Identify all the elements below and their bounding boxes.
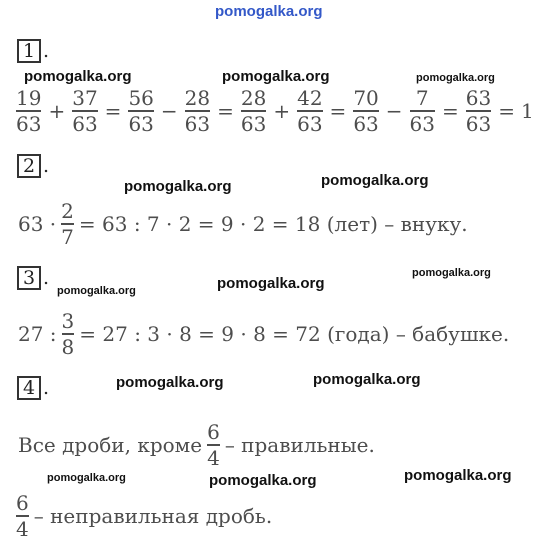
watermark: pomogalka.org [412,267,491,279]
result: 1 [520,99,534,123]
task-number-dot: . [43,40,50,62]
fraction: $\frac{19}{63}$ [16,86,42,136]
operator: = [498,99,515,123]
fraction: $\frac{28}{63}$ [240,86,267,136]
task-number-3: 3 [17,266,41,290]
watermark-top: pomogalka.org [215,3,323,20]
watermark: pomogalka.org [313,371,421,388]
fraction: $\frac{70}{63}$ [353,86,379,136]
watermark: pomogalka.org [124,178,232,195]
fraction: $\frac{2}{7}$ [61,199,74,249]
watermark: pomogalka.org [416,72,495,84]
fraction: $\frac{37}{63}$ [72,86,98,136]
watermark: pomogalka.org [217,275,325,292]
watermark: pomogalka.org [222,68,330,85]
fraction: $\frac{6}{4}$ [207,420,220,470]
expression-left: 27 : [18,322,57,346]
watermark: pomogalka.org [209,472,317,489]
operator: = [329,99,347,123]
operator: + [273,99,291,123]
fraction: $\frac{63}{63}$ [465,86,492,136]
watermark: pomogalka.org [24,68,132,85]
watermark: pomogalka.org [321,172,429,189]
watermark: pomogalka.org [57,285,136,297]
task-number-dot: . [43,155,50,177]
task3-equation [16,306,511,362]
operator: = [217,99,234,123]
statement-right: – правильные. [224,433,375,457]
task-number-4: 4 [17,376,41,400]
fraction: $\frac{42}{63}$ [297,86,323,136]
operator: − [385,99,403,123]
fraction: $\frac{28}{63}$ [184,86,211,136]
operator: = [104,99,122,123]
expression-right: = 27 : 3 · 8 = 9 · 8 = 72 (года) – бабушке. [79,322,510,346]
fraction: $\frac{7}{63}$ [409,86,435,136]
fraction: $\frac{6}{4}$ [16,491,29,541]
task-number-dot: . [43,267,50,289]
task4-line1 [16,417,377,473]
fraction: $\frac{56}{63}$ [128,86,154,136]
operator: + [48,99,66,123]
task4-line2 [13,488,274,544]
expression-left: 63 · [18,212,57,236]
task2-equation [16,196,470,252]
task-number-1: 1 [17,39,41,63]
operator: = [441,99,459,123]
watermark: pomogalka.org [47,472,126,484]
statement-left: Все дроби, кроме [18,433,203,457]
task-number-dot: . [43,377,50,399]
task-number-2: 2 [17,154,41,178]
fraction: $\frac{3}{8}$ [61,309,75,359]
watermark: pomogalka.org [404,467,512,484]
task1-equation [13,86,536,136]
watermark: pomogalka.org [116,374,224,391]
statement-right: – неправильная дробь. [33,504,273,528]
expression-right: = 63 : 7 · 2 = 9 · 2 = 18 (лет) – внуку. [78,212,468,236]
operator: − [160,99,178,123]
